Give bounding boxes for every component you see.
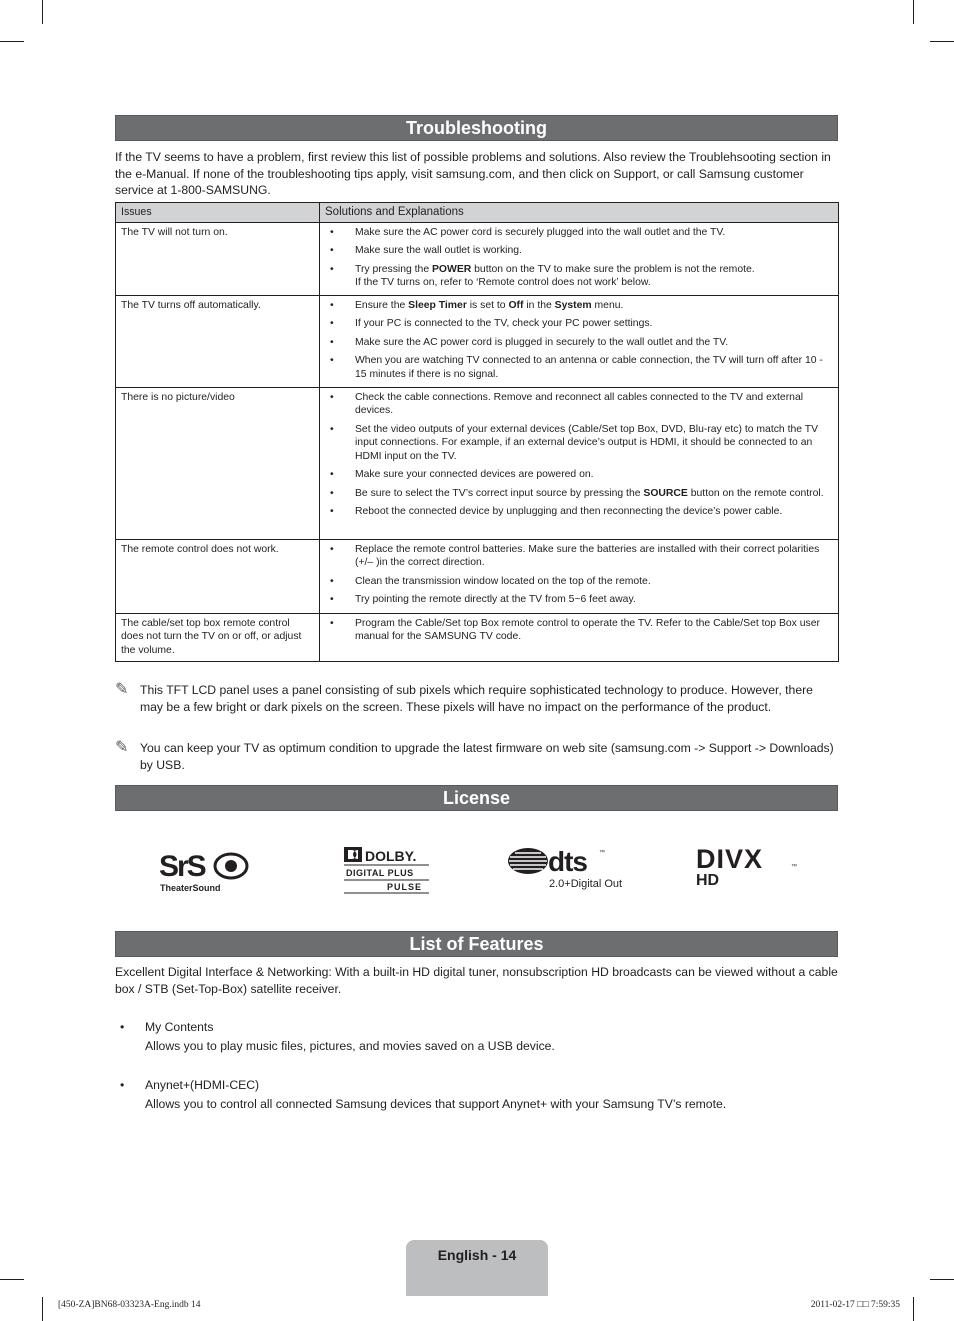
solution-text	[355, 543, 832, 570]
note-text: You can keep your TV as optimum condition to upgrade the latest firmware on web site (samsung.com -> Support -> Downloads) by USB.	[140, 741, 834, 772]
feature-name: My Contents	[145, 1020, 214, 1034]
solution-text-part: Try pressing the	[355, 263, 432, 275]
bullet: •	[120, 1078, 125, 1092]
solution-item	[325, 617, 832, 644]
bullet: •	[120, 1020, 125, 1034]
divx-logo-graphic	[696, 846, 800, 888]
solution-item	[325, 244, 832, 258]
solution-text-part: Make sure your connected devices are powered on.	[355, 469, 594, 480]
divx-logo-tm: ™	[791, 864, 797, 870]
solution-item	[325, 226, 832, 240]
srs-logo-wordmark: SrS	[159, 850, 205, 883]
bullet: •	[330, 263, 334, 275]
bullet: •	[330, 594, 334, 605]
solution-text	[355, 593, 636, 607]
features-heading: List of Features	[115, 931, 838, 957]
dolby-logo-sub2: PULSE	[387, 882, 423, 892]
solution-text	[355, 487, 824, 501]
crop-mark	[0, 1279, 24, 1280]
solution-text	[355, 263, 755, 290]
crop-mark	[930, 1279, 954, 1280]
issue-cell: There is no picture/video	[116, 387, 320, 539]
note-text: This TFT LCD panel uses a panel consisting of sub pixels which require sophisticated technology to produce. However, there may be a few bright or dark pixels on the screen. These pixels will have no impact on the performance of the product.	[140, 683, 813, 714]
bullet: •	[330, 245, 334, 256]
solution-item	[325, 391, 832, 418]
note-pixels	[115, 682, 838, 716]
solution-text-part: Reboot the connected device by unplugging and then reconnecting the device’s power cable.	[355, 506, 783, 517]
dts-logo-wordmark: dts	[548, 846, 587, 877]
column-header-issues: Issues	[116, 203, 320, 223]
solution-text-part: Check the cable connections. Remove and reconnect all cables connected to the TV and external devices.	[355, 391, 804, 416]
solutions-cell	[320, 387, 839, 539]
note-firmware	[115, 740, 838, 774]
bullet: •	[330, 543, 334, 555]
dts-logo-subtitle: 2.0+Digital Out	[549, 878, 623, 890]
page-number-tab: English - 14	[406, 1240, 548, 1296]
feature-description: Allows you to control all connected Samsung devices that support Anynet+ with your Samsung TV’s remote.	[145, 1097, 727, 1111]
bullet: •	[330, 423, 334, 435]
solution-text-part: Make sure the wall outlet is working.	[355, 245, 522, 256]
solution-item	[325, 299, 832, 313]
column-header-solutions: Solutions and Explanations	[320, 203, 839, 223]
bullet: •	[330, 469, 334, 480]
table-row	[116, 222, 839, 295]
table-row	[116, 613, 839, 662]
solution-item	[325, 468, 832, 482]
solution-text	[355, 423, 832, 464]
dts-logo-tm: ™	[599, 850, 605, 856]
dolby-logo-wordmark: DOLBY.	[365, 848, 417, 864]
bullet: •	[330, 487, 334, 499]
solution-text	[355, 244, 522, 258]
bullet: •	[330, 318, 334, 329]
dolby-logo-sub1: DIGITAL PLUS	[346, 868, 414, 878]
solution-item	[325, 487, 832, 501]
solution-item	[325, 317, 832, 331]
dts-logo	[507, 844, 629, 892]
solution-text	[355, 617, 832, 644]
solution-text-part: Replace the remote control batteries. Make sure the batteries are installed with their correct polarities (+/– )in the correct direction.	[355, 543, 820, 568]
license-heading: License	[115, 785, 838, 811]
dolby-logo-graphic	[343, 846, 433, 894]
print-info-right: 2011-02-17 □□ 7:59:35	[810, 1300, 900, 1310]
bullet: •	[330, 506, 334, 517]
solutions-cell	[320, 222, 839, 295]
bullet: •	[330, 617, 334, 629]
solution-keyword: System	[554, 299, 592, 311]
solution-keyword: Sleep Timer	[408, 299, 467, 311]
solution-text	[355, 299, 623, 313]
solution-item	[325, 336, 832, 350]
solution-text-part: Clean the transmission window located on the top of the remote.	[355, 575, 651, 587]
issue-cell: The TV will not turn on.	[116, 222, 320, 295]
solution-text	[355, 354, 832, 381]
solution-text-part: Set the video outputs of your external devices (Cable/Set top Box, DVD, Blu-ray etc) to match the TV input connections. For example, if an external device’s output is HDMI, it should be connected to an HDMI input on the TV.	[355, 423, 818, 462]
troubleshooting-table	[115, 202, 839, 662]
troubleshooting-intro: If the TV seems to have a problem, first review this list of possible problems and solutions. Also review the Troublehsooting section in the e-Manual. If none of the troubleshooting tips apply, visit samsung.com, and then click on Support, or call Samsung customer service at 1-800-SAMSUNG.	[115, 150, 831, 197]
solutions-cell	[320, 539, 839, 613]
solution-text-part: Make sure the AC power cord is plugged in securely to the wall outlet and the TV.	[355, 336, 729, 348]
solution-text-part: Program the Cable/Set top Box remote control to operate the TV. Refer to the Cable/Set top Box user manual for the SAMSUNG TV code.	[355, 617, 820, 642]
solution-text-part: button on the remote control.	[687, 487, 824, 499]
table-row	[116, 539, 839, 613]
crop-mark	[930, 41, 954, 42]
solution-text-part: is set to	[466, 299, 509, 311]
troubleshooting-heading: Troubleshooting	[115, 115, 838, 141]
crop-mark	[913, 1297, 914, 1321]
srs-logo-subtitle: TheaterSound	[160, 883, 221, 893]
pencil-note-icon: ✎	[115, 681, 129, 698]
table-row	[116, 295, 839, 387]
solution-text-part: If your PC is connected to the TV, check your PC power settings.	[355, 318, 653, 329]
bullet: •	[330, 575, 334, 587]
crop-mark	[0, 41, 24, 42]
solution-text-part: button on the TV to make sure the problem is not the remote.	[471, 263, 755, 275]
bullet: •	[330, 391, 334, 403]
solution-text	[355, 505, 782, 519]
pencil-note-icon: ✎	[115, 739, 129, 756]
solution-text	[355, 317, 652, 331]
solution-item	[325, 263, 832, 290]
solutions-cell	[320, 613, 839, 662]
solution-item	[325, 543, 832, 570]
bullet: •	[330, 299, 334, 311]
list-item	[115, 1076, 838, 1114]
crop-mark	[913, 0, 914, 24]
srs-logo-dot	[225, 860, 237, 872]
solution-text-part: Ensure the	[355, 299, 409, 311]
divx-logo	[696, 846, 800, 888]
solution-keyword: Off	[508, 299, 524, 311]
solution-item	[325, 593, 832, 607]
solution-text	[355, 391, 832, 418]
srs-logo-graphic	[159, 846, 251, 894]
solution-text	[355, 575, 651, 589]
license-logos	[115, 838, 838, 898]
solution-item	[325, 423, 832, 464]
solution-text-part: in the	[523, 299, 555, 311]
solution-keyword: SOURCE	[643, 487, 688, 499]
list-item	[115, 1018, 838, 1056]
bullet: •	[330, 355, 334, 366]
solution-text	[355, 336, 728, 350]
solutions-cell	[320, 295, 839, 387]
dolby-logo	[343, 846, 433, 894]
table-row	[116, 387, 839, 539]
print-info-left: [450-ZA]BN68-03323A-Eng.indb 14	[58, 1300, 201, 1310]
solution-text-part: Be sure to select the TV’s correct input source by pressing the	[355, 487, 644, 499]
divx-logo-wordmark: DIVX	[696, 846, 764, 874]
table-header-row	[116, 203, 839, 223]
divx-logo-hd: HD	[696, 872, 720, 888]
dts-logo-graphic	[507, 844, 629, 892]
feature-description: Allows you to play music files, pictures, and movies saved on a USB device.	[145, 1039, 555, 1053]
solution-keyword: POWER	[432, 263, 472, 275]
issue-cell: The TV turns off automatically.	[116, 295, 320, 387]
solution-text-part: menu.	[591, 299, 624, 311]
features-list	[115, 1018, 838, 1134]
feature-name: Anynet+(HDMI-CEC)	[145, 1078, 260, 1092]
bullet: •	[330, 226, 334, 238]
bullet: •	[330, 336, 334, 348]
solution-text	[355, 226, 725, 240]
solution-text-part: Try pointing the remote directly at the TV from 5~6 feet away.	[355, 594, 636, 605]
features-intro: Excellent Digital Interface & Networking: With a built-in HD digital tuner, nonsubscription HD broadcasts can be viewed without a cable box / STB (Set-Top-Box) satellite receiver.	[115, 965, 838, 996]
issue-cell: The cable/set top box remote control does not turn the TV on or off, or adjust the volume.	[116, 613, 320, 662]
srs-logo	[159, 846, 251, 894]
solution-item	[325, 354, 832, 381]
issue-cell: The remote control does not work.	[116, 539, 320, 613]
solution-item	[325, 505, 832, 519]
solution-text-part: Make sure the AC power cord is securely plugged into the wall outlet and the TV.	[355, 226, 726, 238]
crop-mark	[42, 0, 43, 24]
crop-mark	[42, 1297, 43, 1321]
solution-text-part: When you are watching TV connected to an antenna or cable connection, the TV will turn off after 10 - 15 minutes if there is no signal.	[355, 355, 823, 380]
solution-text	[355, 468, 594, 482]
solution-text-part: If the TV turns on, refer to ‘Remote control does not work’ below.	[355, 277, 651, 288]
solution-item	[325, 575, 832, 589]
